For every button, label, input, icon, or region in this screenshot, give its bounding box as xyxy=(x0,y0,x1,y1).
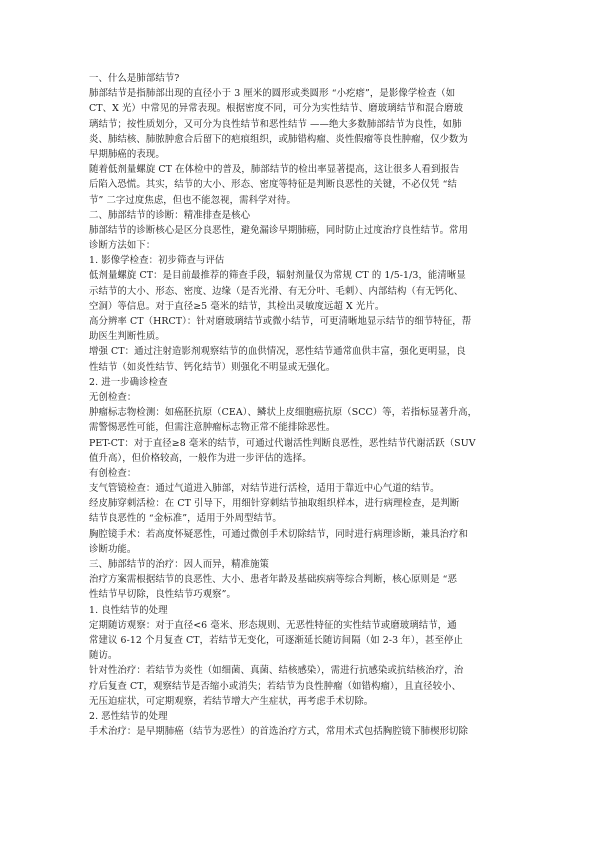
text-line: CT、X 光）中常见的异常表现。根据密度不同，可分为实性结节、磨玻璃结节和混合磨玻 xyxy=(89,103,464,115)
text-line: 后陷入恐慌。其实，结节的大小、形态、密度等特征是判断良恶性的关键，不必仅凭 “结 xyxy=(89,179,458,191)
text-line: 1. 良性结节的处理 xyxy=(89,604,168,616)
text-line: 性结节（如炎性结节、钙化结节）则强化不明显或无强化。 xyxy=(89,361,336,373)
text-line: 定期随访观察：对于直径<6 毫米、形态规则、无恶性特征的实性结节或磨玻璃结节，通 xyxy=(89,619,457,631)
text-line: 疗后复查 CT，观察结节是否缩小或消失；若结节为良性肿瘤（如错构瘤），且直径较小、 xyxy=(89,680,462,692)
text-line: 2. 进一步确诊检查 xyxy=(89,376,168,388)
text-line: 结节良恶性的 “金标准”，适用于外周型结节。 xyxy=(89,513,282,525)
text-line: 助医生判断性质。 xyxy=(89,331,165,343)
text-line: PET-CT：对于直径≥8 毫米的结节，可通过代谢活性判断良恶性，恶性结节代谢活跃（SUV xyxy=(89,437,476,449)
text-line: 2. 恶性结节的处理 xyxy=(89,710,168,722)
text-line: 手术治疗：是早期肺癌（结节为恶性）的首选治疗方式，常用术式包括胸腔镜下肺楔形切除 xyxy=(89,726,469,738)
text-line: 增强 CT：通过注射造影剂观察结节的血供情况，恶性结节通常血供丰富，强化更明显，良 xyxy=(89,346,466,358)
text-line: 性结节早切除，良性结节巧观察”。 xyxy=(89,589,237,601)
text-line: 璃结节；按性质划分，又可分为良性结节和恶性结节 ——绝大多数肺部结节为良性，如肺 xyxy=(89,118,462,130)
text-line: 诊断方法如下： xyxy=(89,240,156,252)
text-line: 有创检查： xyxy=(89,467,137,479)
text-line: 早期肺癌的表现。 xyxy=(89,148,165,160)
text-line: 针对性治疗：若结节为炎性（如细菌、真菌、结核感染），需进行抗感染或抗结核治疗，治 xyxy=(89,665,464,677)
text-line: 无创检查： xyxy=(89,391,137,403)
text-line: 诊断功能。 xyxy=(89,543,137,555)
text-line: 低剂量螺旋 CT：是目前最推荐的筛查手段，辐射剂量仅为常规 CT 的 1/5-1/3，能清晰显 xyxy=(89,270,466,282)
text-line: 需警惕恶性可能，但需注意肿瘤标志物正常不能排除恶性。 xyxy=(89,422,336,434)
text-line: 三、肺部结节的治疗：因人而异，精准施策 xyxy=(89,559,270,570)
text-line: 经皮肺穿刺活检：在 CT 引导下，用细针穿刺结节抽取组织样本，进行病理检查，是判断 xyxy=(89,498,460,510)
text-line: 节” 二字过度焦虑，但也不能忽视，需科学对待。 xyxy=(89,194,296,206)
text-line: 肺部结节是指肺部出现的直径小于 3 厘米的圆形或类圆形 “小疙瘩”，是影像学检查（如 xyxy=(89,88,456,100)
text-line: 一、什么是肺部结节? xyxy=(89,73,180,84)
text-line: 常建议 6-12 个月复查 CT，若结节无变化，可逐渐延长随访间隔（如 2-3 年），甚至停止 xyxy=(89,634,463,646)
text-line: 高分辨率 CT（HRCT）：针对磨玻璃结节或微小结节，可更清晰地显示结节的细节特征，帮 xyxy=(89,316,472,327)
text-line: 随着低剂量螺旋 CT 在体检中的普及，肺部结节的检出率显著提高，这让很多人看到报告 xyxy=(89,164,460,176)
text-line: 支气管镜检查：通过气道进入肺部，对结节进行活检，适用于靠近中心气道的结节。 xyxy=(89,483,440,495)
text-line: 胸腔镜手术：若高度怀疑恶性，可通过微创手术切除结节，同时进行病理诊断，兼具治疗和 xyxy=(89,528,469,540)
text-line: 值升高），但价格较高，一般作为进一步评估的选择。 xyxy=(89,452,312,464)
text-line: 无压迫症状，可定期观察，若结节增大产生症状，再考虑手术切除。 xyxy=(89,695,374,707)
text-line: 随访。 xyxy=(89,650,118,662)
text-line: 治疗方案需根据结节的良恶性、大小、患者年龄及基础疾病等综合判断，核心原则是 “恶 xyxy=(89,574,458,586)
text-line: 二、肺部结节的诊断：精准排查是核心 xyxy=(89,209,251,221)
text-line: 示结节的大小、形态、密度、边缘（是否光滑、有无分叶、毛刺）、内部结构（有无钙化、 xyxy=(89,285,464,297)
text-line: 空洞）等信息。对于直径≥5 毫米的结节，其检出灵敏度远超 X 光片。 xyxy=(89,300,385,312)
text-line: 肺部结节的诊断核心是区分良恶性，避免漏诊早期肺癌，同时防止过度治疗良性结节。常用 xyxy=(89,224,469,236)
text-line: 肿瘤标志物检测：如癌胚抗原（CEA）、鳞状上皮细胞癌抗原（SCC）等，若指标显著升高， xyxy=(89,407,478,419)
document-body xyxy=(89,71,507,739)
text-line: 炎、肺结核、肺脓肿愈合后留下的疤痕组织，或肺错构瘤、炎性假瘤等良性肿瘤，仅少数为 xyxy=(89,133,469,145)
text-line: 1. 影像学检查：初步筛查与评估 xyxy=(89,255,225,267)
